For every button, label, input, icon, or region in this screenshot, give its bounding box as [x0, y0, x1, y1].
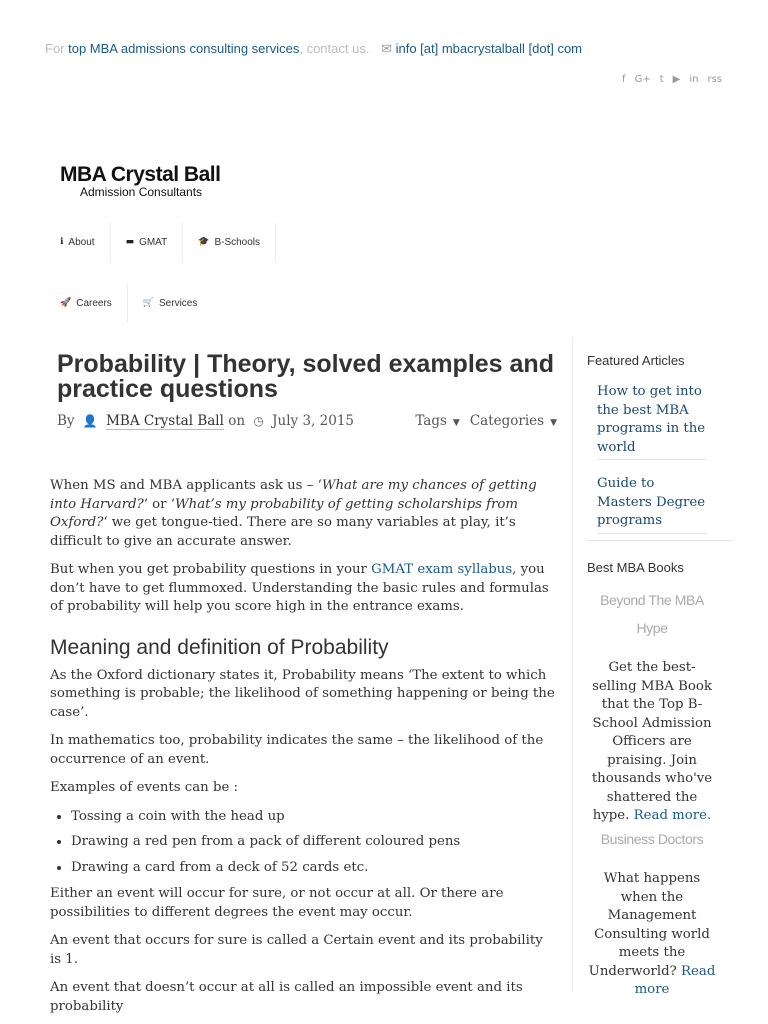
- categories-label: Categories: [469, 413, 545, 429]
- featured-article-link[interactable]: Guide to Masters Degree programs: [597, 475, 707, 534]
- facebook-icon[interactable]: f: [622, 74, 626, 85]
- nav-item-gmat[interactable]: [111, 222, 184, 262]
- book-title-beyond-mba-hype[interactable]: Beyond The MBA Hype: [600, 592, 704, 636]
- by-label: By: [57, 413, 75, 429]
- main-nav-row-1: [45, 222, 276, 262]
- nav-label-about: About: [68, 236, 95, 248]
- google-plus-icon[interactable]: G+: [634, 74, 651, 85]
- nav-item-about[interactable]: [45, 222, 111, 262]
- list-item: • Drawing a card from a deck of 52 cards etc.: [71, 859, 555, 878]
- logo-title: MBA Crystal Ball: [60, 163, 221, 186]
- user-icon: 👤: [82, 414, 98, 428]
- main-nav-row-2: [45, 283, 212, 323]
- read-more-link[interactable]: Read more.: [633, 808, 712, 823]
- chevron-down-icon: ▼: [452, 418, 460, 428]
- tags-label: Tags: [415, 413, 447, 429]
- featured-articles-heading: Featured Articles: [587, 353, 685, 368]
- topbar: [45, 41, 582, 57]
- list-item: • Drawing a red pen from a pack of different coloured pens: [71, 833, 555, 852]
- nav-item-services[interactable]: [128, 283, 213, 323]
- quote-oxford: What’s my probability of getting scholarships from Oxford?: [50, 496, 519, 530]
- book-text: What happens when the Management Consulting world meets the Underworld?: [588, 871, 710, 979]
- email-link[interactable]: info [at] mbacrystalball [dot] com: [395, 41, 583, 56]
- article-body: [50, 477, 555, 1024]
- gmat-icon: ▬: [125, 237, 135, 247]
- nav-label-b-schools: B-Schools: [214, 236, 261, 248]
- post-date: July 3, 2015: [272, 413, 354, 429]
- page-title: Probability | Theory, solved examples and practice questions: [57, 350, 554, 403]
- twitter-icon[interactable]: t: [659, 74, 664, 85]
- chevron-down-icon: ▼: [550, 418, 557, 428]
- info-icon: ℹ: [60, 237, 64, 247]
- paragraph-gmat: [50, 561, 555, 617]
- nav-label-gmat: GMAT: [139, 236, 168, 248]
- nav-label-careers: Careers: [76, 297, 112, 309]
- topbar-suffix: , contact us.: [299, 41, 370, 56]
- post-meta: [57, 413, 557, 429]
- paragraph: Examples of events can be :: [50, 780, 239, 795]
- tags-dropdown[interactable]: [415, 413, 470, 429]
- text: When MS and MBA applicants ask us – ‘: [50, 478, 322, 493]
- text: ‘ we get tongue-tied. There are so many variables at play, it’s difficult to give an accurate answer.: [50, 515, 516, 549]
- logo-subtitle: Admission Consultants: [80, 185, 203, 199]
- paragraph: An event that doesn’t occur at all is called an impossible event and its probability: [50, 980, 523, 1014]
- divider: [587, 540, 732, 541]
- book-description: [587, 870, 717, 1000]
- mail-icon: ✉: [381, 41, 392, 56]
- paragraph-intro: [50, 477, 555, 551]
- cart-icon: 🛒: [142, 298, 155, 308]
- quote-harvard: What are my chances of getting into Harvard?: [50, 478, 537, 512]
- featured-article-link[interactable]: How to get into the best MBA programs in the world: [597, 383, 707, 460]
- gmat-syllabus-link[interactable]: GMAT exam syllabus: [371, 562, 513, 577]
- youtube-icon[interactable]: ▶: [672, 74, 681, 85]
- topbar-prefix: For: [45, 41, 69, 56]
- examples-list: [71, 808, 555, 878]
- list-item: • Tossing a coin with the head up: [71, 808, 555, 827]
- on-label: on: [228, 413, 246, 429]
- nav-item-b-schools[interactable]: [183, 222, 276, 262]
- graduation-cap-icon: 🎓: [198, 237, 210, 247]
- paragraph: As the Oxford dictionary states it, Probability means ‘The extent to which something is probable; the likelihood of something happening or being the case’.: [50, 667, 555, 720]
- text: But when you get probability questions in your: [50, 562, 372, 577]
- rocket-icon: 🚀: [60, 298, 72, 308]
- categories-dropdown[interactable]: [470, 413, 557, 429]
- read-more-link[interactable]: Read more: [634, 963, 716, 997]
- book-title-business-doctors[interactable]: Business Doctors: [600, 831, 704, 847]
- book-text: Get the best-selling MBA Book that the Top B-School Admission Officers are praising. Join thousands who've shattered the hype.: [591, 660, 713, 823]
- paragraph: In mathematics too, probability indicates the same – the likelihood of the occurrence of an event.: [50, 733, 544, 767]
- best-mba-books-heading: Best MBA Books: [587, 560, 684, 575]
- paragraph: Either an event will occur for sure, or not occur at all. Or there are possibilities to different degrees the event may occur.: [50, 886, 504, 920]
- linkedin-icon[interactable]: in: [689, 74, 699, 85]
- paragraph: An event that occurs for sure is called a Certain event and its probability is 1.: [50, 933, 543, 967]
- site-logo[interactable]: [60, 164, 220, 199]
- section-heading: Meaning and definition of Probability: [50, 635, 389, 659]
- book-description: [587, 659, 717, 826]
- sidebar-divider: [572, 337, 573, 992]
- consulting-services-link[interactable]: top MBA admissions consulting services: [68, 41, 300, 56]
- text: ‘ or ‘: [143, 496, 175, 512]
- clock-icon: ◷: [253, 414, 264, 428]
- nav-item-careers[interactable]: [45, 283, 128, 323]
- rss-icon[interactable]: rss: [707, 74, 722, 85]
- nav-label-services: Services: [159, 297, 198, 309]
- author-link[interactable]: MBA Crystal Ball: [106, 413, 224, 429]
- text: , you don’t have to get flummoxed. Understanding the basic rules and formulas of probability will help you score high in the entrance exams.: [50, 562, 549, 614]
- social-icons: [622, 74, 722, 85]
